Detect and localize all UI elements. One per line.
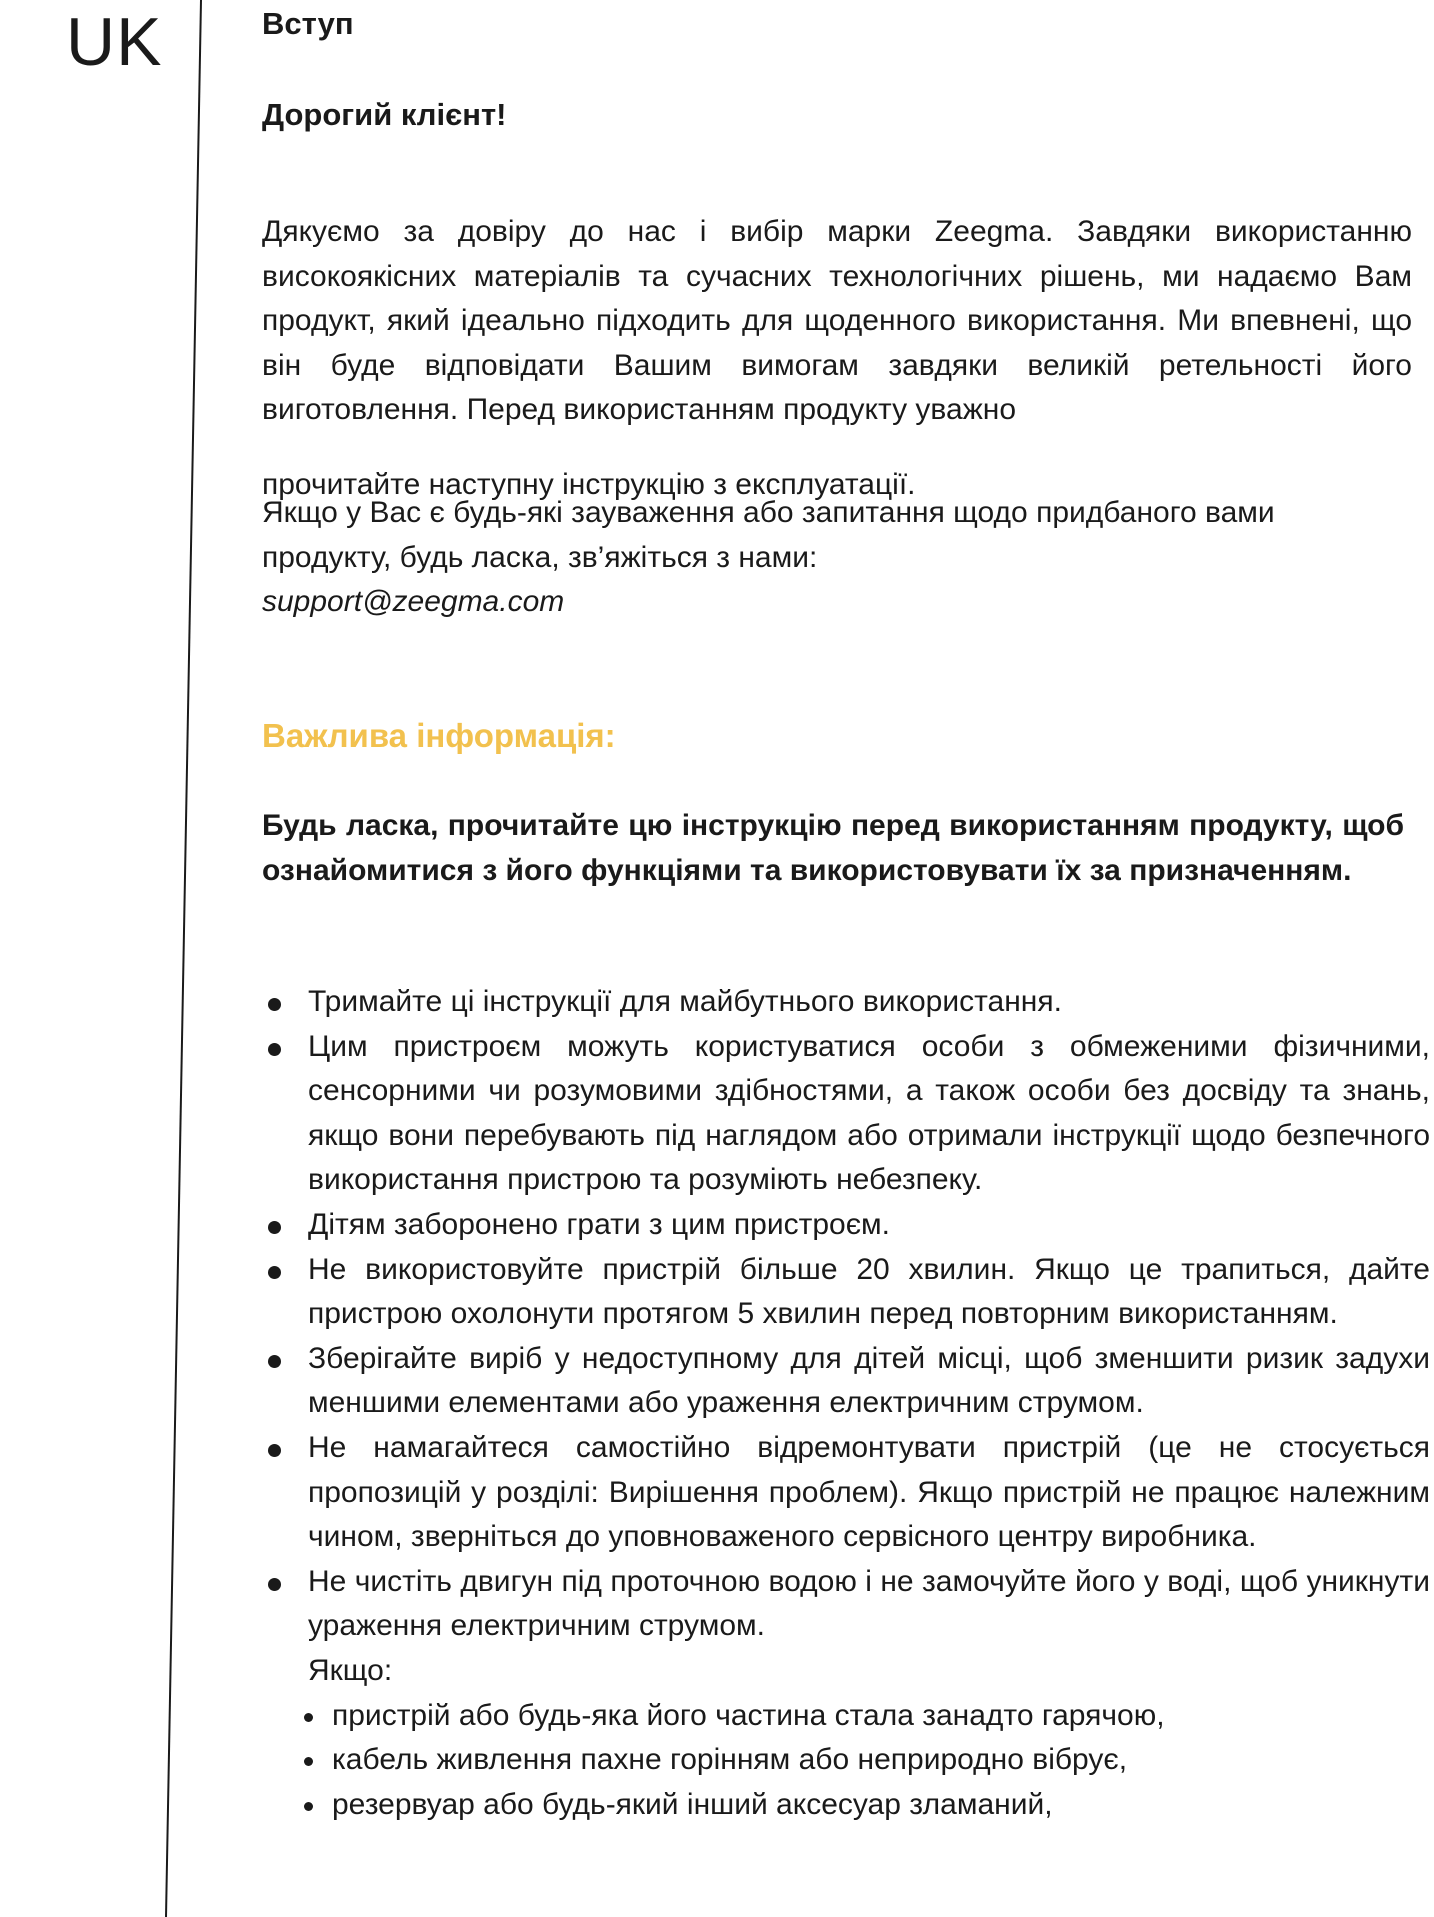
language-code: UK [66, 4, 163, 80]
sub-list-item: кабель живлення пахне горінням або неприродно вібрує, [300, 1738, 1430, 1783]
important-info-lead: Будь ласка, прочитайте цю інструкцію перед використанням продукту, щоб ознайомитися з його функціями та використовувати їх за призначенням. [262, 809, 1404, 887]
contact-block [262, 491, 1412, 625]
greeting: Дорогий клієнт! [262, 97, 507, 132]
support-email: support@zeegma.com [262, 585, 565, 619]
if-label: Якщо: [308, 1653, 393, 1687]
section-title-intro: Вступ [262, 6, 354, 41]
important-info-title: Важлива інформація: [262, 717, 616, 754]
sub-bullet-list [308, 1694, 1430, 1828]
list-item: Цим пристроєм можуть користуватися особи з обмеженими фізичними, сенсорними чи розумовими здібностями, а також особи без досвіду та знань, якщо вони перебувають під наглядом або отримали інструкції щодо безпечного використання пристрою та розуміють небезпеку. [262, 1025, 1430, 1203]
list-item: Тримайте ці інструкції для майбутнього використання. [262, 980, 1430, 1025]
intro-paragraph-last-line: прочитайте наступну інструкцію з експлуатації. [262, 467, 916, 501]
sub-list-item: резервуар або будь-який інший аксесуар зламаний, [300, 1783, 1430, 1828]
list-item: Не використовуйте пристрій більше 20 хвилин. Якщо це трапиться, дайте пристрою охолонути протягом 5 хвилин перед повторним використанням. [262, 1248, 1430, 1337]
list-item: Дітям заборонено грати з цим пристроєм. [262, 1203, 1430, 1248]
safety-bullet-list [262, 980, 1430, 1827]
intro-paragraph-text: Дякуємо за довіру до нас і вибір марки Zeegma. Завдяки використанню високоякісних матеріалів та сучасних технологічних рішень, ми надаємо Вам продукт, який ідеально підходить для щоденного використання. Ми впевнені, що він буде відповідати Вашим вимогам завдяки великій ретельності його виготовлення. Перед використанням продукту уважно [262, 215, 1412, 427]
list-item: Не намагайтеся самостійно відремонтувати пристрій (це не стосується пропозицій у розділі: Вирішення проблем). Якщо пристрій не працює належним чином, зверніться до уповноваженого сервісного центру виробника. [262, 1426, 1430, 1560]
intro-paragraph [262, 180, 1412, 538]
contact-text: Якщо у Вас є будь-які зауваження або запитання щодо придбаного вами продукту, будь ласка, зв’яжіться з нами: [262, 496, 1275, 574]
sub-list-item: пристрій або будь-яка його частина стала занадто гарячою, [300, 1694, 1430, 1739]
list-item: Зберігайте виріб у недоступному для дітей місці, щоб зменшити ризик задухи меншими елементами або ураження електричним струмом. [262, 1337, 1430, 1426]
list-item: Не чистіть двигун під проточною водою і не замочуйте його у воді, щоб уникнути ураження електричним струмом. Якщо: пристрій або будь-яка його частина стала занадто гарячою, кабель живлення пахне горінням або неприродно вібрує, резервуар або будь-який інший аксесуар зламаний, [262, 1560, 1430, 1828]
